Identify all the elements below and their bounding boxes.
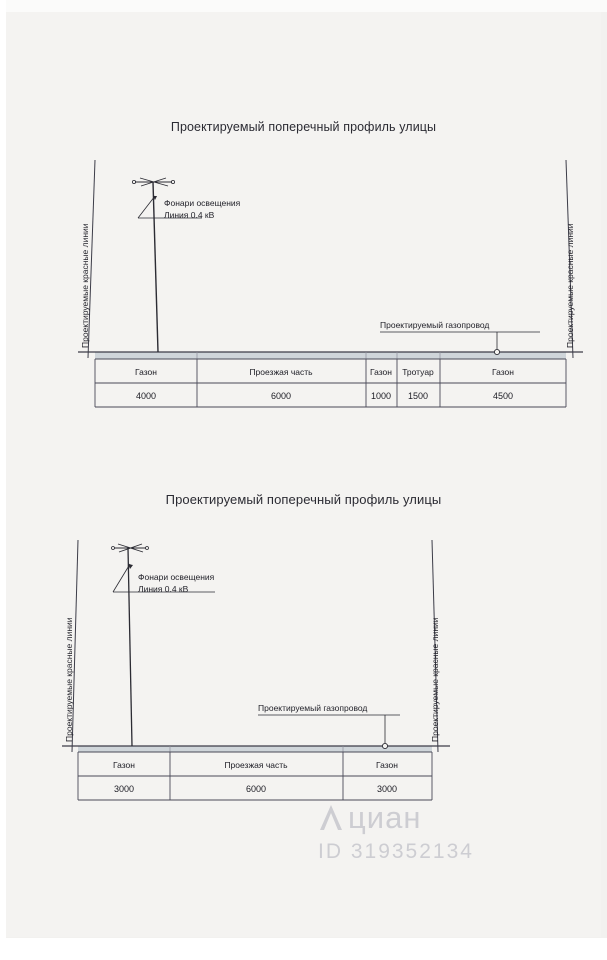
diagram-1-cell-label-0: Газон: [135, 367, 157, 377]
diagram-1-cell-width-1: 6000: [270, 391, 292, 401]
diagram-1-cell-width-0: 4000: [135, 391, 157, 401]
watermark-id: ID 319352134: [318, 840, 474, 863]
page-bottom-margin: [0, 938, 607, 960]
diagram-2-lamp-label-line-1: Фонари освещения: [138, 572, 215, 582]
cross-section-diagram-2: [0, 470, 607, 850]
diagram-1-drawing: [0, 100, 607, 440]
diagram-2-cell-label-0: Газон: [113, 760, 135, 770]
diagram-2-cell-width-2: 3000: [376, 784, 398, 794]
page-top-margin: [0, 0, 607, 12]
diagram-1-gas-label: Проектируемый газопровод: [380, 320, 490, 330]
diagram-1-lamp-label-line-2: Линия 0.4 кВ: [164, 210, 215, 220]
diagram-1-title: Проектируемый поперечный профиль улицы: [170, 120, 437, 134]
diagram-2-cell-width-1: 6000: [245, 784, 267, 794]
diagram-1-cell-label-1: Проезжая часть: [249, 367, 313, 377]
diagram-1-red-line-right-label: Проектируемые красные линии: [565, 223, 575, 348]
diagram-2-cell-width-0: 3000: [113, 784, 135, 794]
diagram-1-cell-width-3: 1500: [407, 391, 429, 401]
diagram-1-cell-label-3: Тротуар: [402, 367, 434, 377]
diagram-2-title: Проектируемый поперечный профиль улицы: [165, 492, 442, 507]
diagram-2-red-line-left-label: Проектируемые красные линии: [64, 617, 74, 742]
diagram-1-cell-label-4: Газон: [492, 367, 514, 377]
diagram-2-cell-label-1: Проезжая часть: [224, 760, 288, 770]
diagram-1-cell-width-2: 1000: [370, 391, 392, 401]
diagram-1-lamp-label-line-1: Фонари освещения: [164, 198, 241, 208]
diagram-1-cell-label-2: Газон: [370, 367, 392, 377]
diagram-2-lamp-label-line-2: Линия 0.4 кВ: [138, 584, 189, 594]
diagram-1-red-line-left-label: Проектируемые красные линии: [80, 223, 90, 348]
diagram-2-red-line-right-label: Проектируемые красные линии: [430, 617, 440, 742]
diagram-2-drawing: [0, 470, 607, 840]
watermark-brand-text: циан: [348, 800, 422, 835]
diagram-2-cell-label-2: Газон: [376, 760, 398, 770]
diagram-2-gas-label: Проектируемый газопровод: [258, 703, 368, 713]
cross-section-diagram-1: [0, 100, 607, 460]
diagram-1-cell-width-4: 4500: [492, 391, 514, 401]
